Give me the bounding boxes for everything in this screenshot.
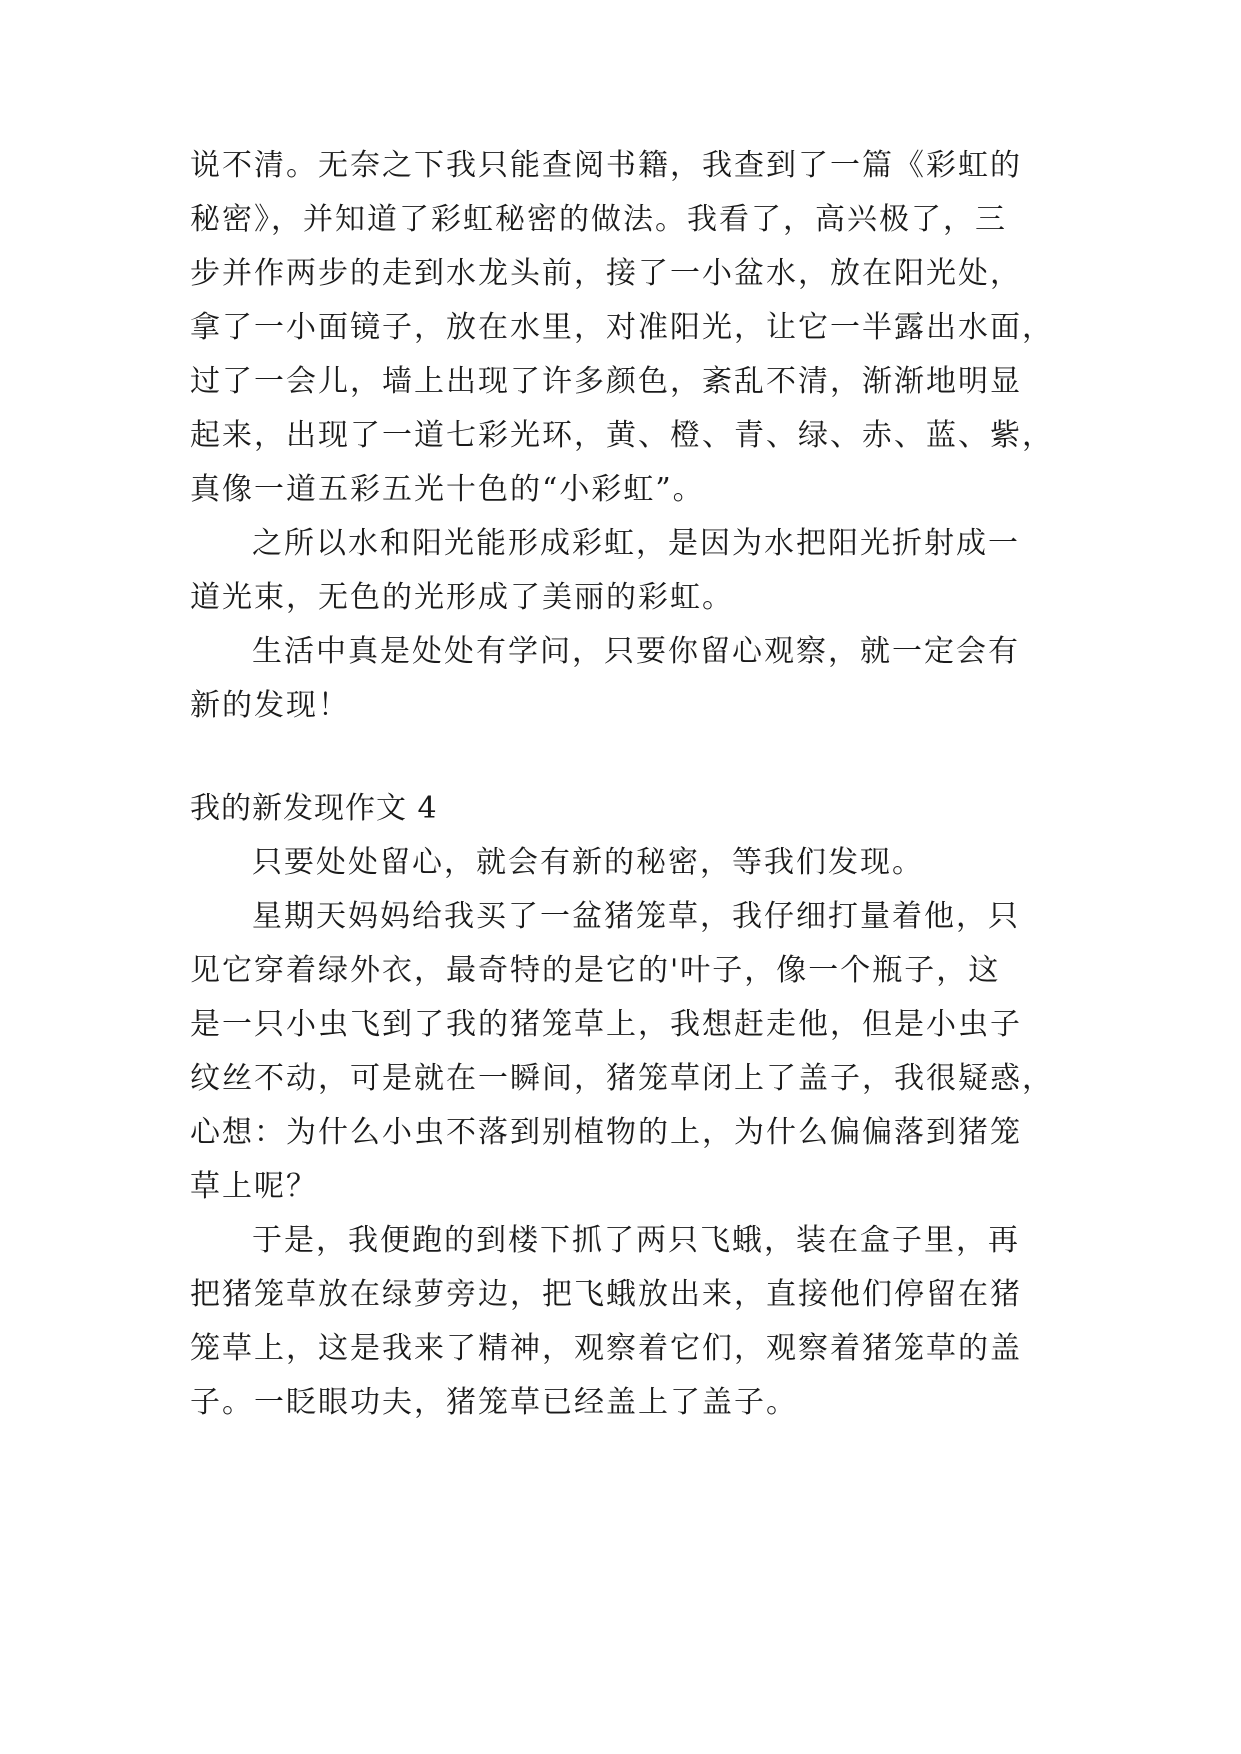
text-line: 草上呢？ <box>190 1169 318 1204</box>
text-line: 新的发现！ <box>190 688 350 723</box>
paragraph-first-line: 之所以水和阳光能形成彩虹，是因为水把阳光折射成一 <box>252 526 1020 561</box>
text-line: 拿了一小面镜子，放在水里，对准阳光，让它一半露出水面， <box>190 310 1054 345</box>
paragraph-first-line: 只要处处留心，就会有新的秘密，等我们发现。 <box>252 845 924 880</box>
text-line: 过了一会儿，墙上出现了许多颜色，紊乱不清，渐渐地明显 <box>190 364 1022 399</box>
text-line: 步并作两步的走到水龙头前，接了一小盆水，放在阳光处， <box>190 256 1022 291</box>
text-line: 见它穿着绿外衣，最奇特的是它的'叶子，像一个瓶子，这 <box>190 953 1001 988</box>
paragraph-first-line: 生活中真是处处有学问，只要你留心观察，就一定会有 <box>252 634 1020 669</box>
text-line: 秘密》，并知道了彩虹秘密的做法。我看了，高兴极了，三 <box>190 202 1007 237</box>
text-line: 心想：为什么小虫不落到别植物的上，为什么偏偏落到猪笼 <box>190 1115 1022 1150</box>
text-line: 纹丝不动，可是就在一瞬间，猪笼草闭上了盖子，我很疑惑， <box>190 1061 1054 1096</box>
text-line: 说不清。无奈之下我只能查阅书籍，我查到了一篇《彩虹的 <box>190 148 1022 183</box>
text-line: 起来，出现了一道七彩光环，黄、橙、青、绿、赤、蓝、紫， <box>190 418 1054 453</box>
text-line: 笼草上，这是我来了精神，观察着它们，观察着猪笼草的盖 <box>190 1331 1022 1366</box>
text-line: 道光束，无色的光形成了美丽的彩虹。 <box>190 580 734 615</box>
text-line: 把猪笼草放在绿萝旁边，把飞蛾放出来，直接他们停留在猪 <box>190 1277 1022 1312</box>
text-line: 子。一眨眼功夫，猪笼草已经盖上了盖子。 <box>190 1385 798 1420</box>
paragraph-first-line: 于是，我便跑的到楼下抓了两只飞蛾，装在盒子里，再 <box>252 1223 1020 1258</box>
paragraph-first-line: 星期天妈妈给我买了一盆猪笼草，我仔细打量着他，只 <box>252 899 1020 934</box>
text-line: 是一只小虫飞到了我的猪笼草上，我想赶走他，但是小虫子 <box>190 1007 1022 1042</box>
section-heading: 我的新发现作文 4 <box>190 791 438 826</box>
text-line: 真像一道五彩五光十色的“小彩虹”。 <box>190 472 705 507</box>
